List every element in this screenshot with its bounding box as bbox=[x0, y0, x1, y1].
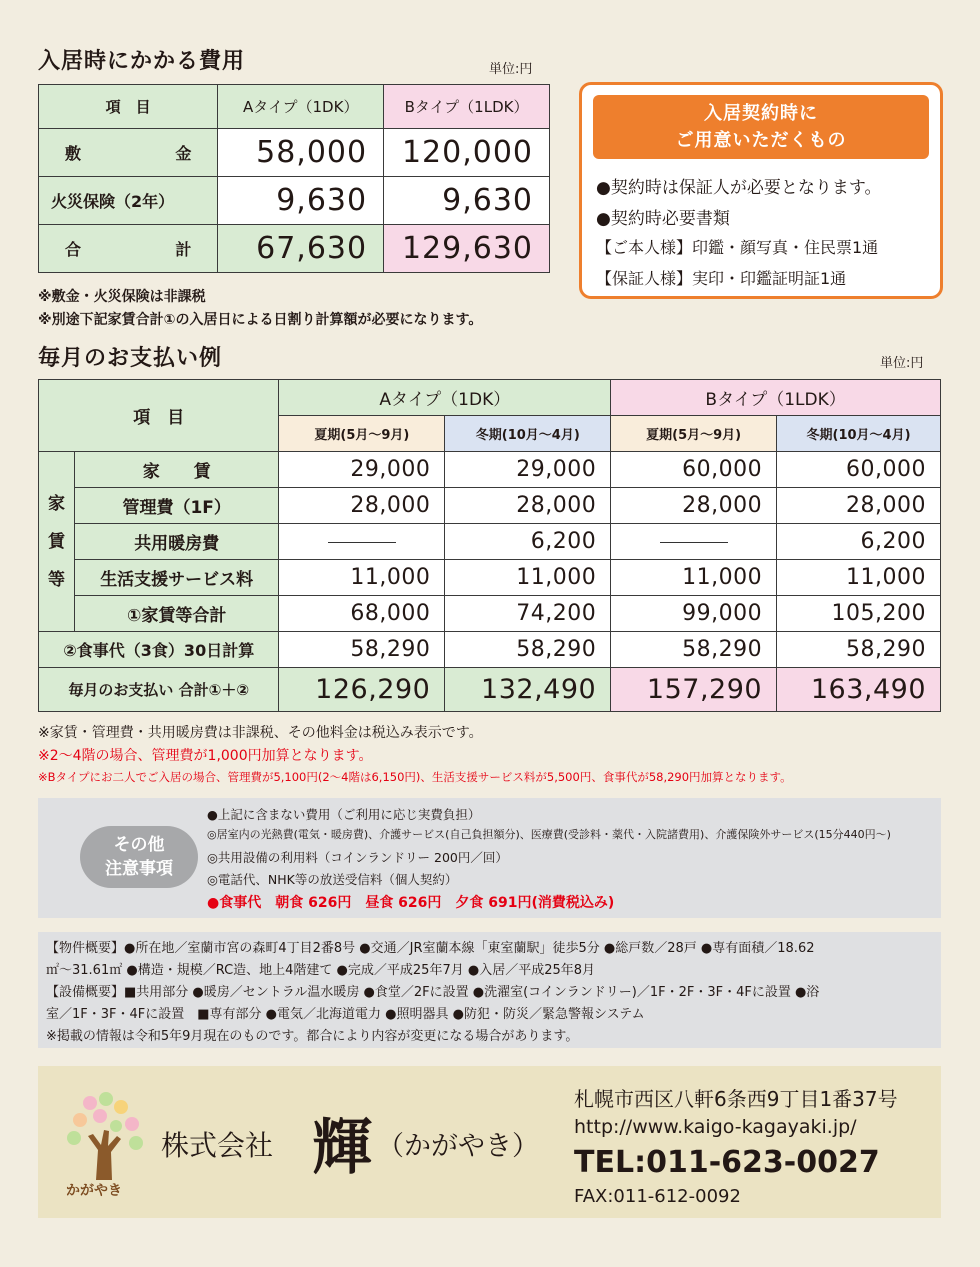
total-value: 163,490 bbox=[777, 668, 941, 712]
contract-line: 【ご本人様】印鑑・顔写真・住民票1通 bbox=[596, 238, 879, 257]
label-part: 合 bbox=[65, 240, 82, 259]
cell-value: 6,200 bbox=[777, 524, 941, 560]
cell-value: 58,290 bbox=[777, 632, 941, 668]
row-label bbox=[39, 225, 218, 273]
total-value: 126,290 bbox=[279, 668, 445, 712]
cell-value: 6,200 bbox=[445, 524, 611, 560]
cell-value: 28,000 bbox=[611, 488, 777, 524]
contract-box-title bbox=[593, 95, 929, 159]
cell-value: 58,290 bbox=[279, 632, 445, 668]
cell-value: 105,200 bbox=[777, 596, 941, 632]
header-type-b: Bタイプ（1LDK） bbox=[611, 380, 941, 416]
company-prefix: 株式会社 bbox=[161, 1129, 274, 1162]
label-part: 敷 bbox=[65, 144, 82, 163]
note: ※別途下記家賃合計①の入居日による日割り計算額が必要になります。 bbox=[38, 312, 483, 328]
company-reading: （かがやき） bbox=[377, 1131, 539, 1162]
other-notes-line: ◎電話代、NHK等の放送受信料（個人契約） bbox=[207, 872, 458, 887]
table-row bbox=[39, 488, 941, 524]
contract-line: ●契約時は保証人が必要となります。 bbox=[596, 178, 882, 198]
other-notes-line: ●上記に含まない費用（ご利用に応じ実費負担） bbox=[207, 807, 481, 822]
value-b: 129,630 bbox=[384, 225, 550, 273]
note-red: ※Bタイプにお二人でご入居の場合、管理費が5,100円(2～4階は6,150円)、生活支援サービス料が5,500円、食事代が58,290円加算となります。 bbox=[38, 770, 792, 784]
dash-line bbox=[660, 542, 728, 543]
other-notes-line: ◎居室内の光熱費(電気・暖房費)、介護サービス(自己負担額分)、医療費(受診料・薬代・入院諸費用)、介護保険外サービス(15分440円～) bbox=[207, 828, 891, 841]
table-row bbox=[39, 177, 550, 225]
logo-text: かがやき bbox=[66, 1183, 122, 1199]
table-row bbox=[39, 380, 941, 416]
table-row bbox=[39, 85, 550, 129]
title-line: ご用意いただくもの bbox=[675, 130, 847, 151]
section1-title: 入居時にかかる費用 bbox=[38, 49, 246, 74]
total-value: 132,490 bbox=[445, 668, 611, 712]
row-label: ①家賃等合計 bbox=[74, 596, 279, 632]
cell-value: 60,000 bbox=[777, 452, 941, 488]
row-label bbox=[39, 129, 218, 177]
company-fax: FAX:011-612-0092 bbox=[574, 1186, 741, 1207]
value-b: 120,000 bbox=[384, 129, 550, 177]
row-label: ②食事代（3食）30日計算 bbox=[39, 632, 279, 668]
row-label: 家 賃 bbox=[74, 452, 279, 488]
contract-box bbox=[579, 82, 943, 299]
cell-value: 11,000 bbox=[611, 560, 777, 596]
label-part: 計 bbox=[175, 240, 192, 259]
section2-title: 毎月のお支払い例 bbox=[38, 346, 223, 371]
cell-value: 11,000 bbox=[445, 560, 611, 596]
row-label: 管理費（1F） bbox=[74, 488, 279, 524]
cell-empty bbox=[611, 524, 777, 560]
table-row bbox=[39, 668, 941, 712]
cell-value: 28,000 bbox=[279, 488, 445, 524]
cell-value: 29,000 bbox=[445, 452, 611, 488]
company-address: 札幌市西区八軒6条西9丁目1番37号 bbox=[574, 1087, 898, 1111]
header-item: 項 目 bbox=[39, 380, 279, 452]
header-type-b: Bタイプ（1LDK） bbox=[384, 85, 550, 129]
row-label: 毎月のお支払い 合計①＋② bbox=[39, 668, 279, 712]
monthly-payment-table bbox=[38, 379, 941, 712]
cell-value: 11,000 bbox=[279, 560, 445, 596]
property-line: ※掲載の情報は令和5年9月現在のものです。都合により内容が変更になる場合があります。 bbox=[46, 1029, 579, 1044]
table-row bbox=[39, 452, 941, 488]
property-line: 【物件概要】●所在地／室蘭市宮の森町4丁目2番8号 ●交通／JR室蘭本線「東室蘭駅」徒歩5分 ●総戸数／28戸 ●専有面積／18.62 bbox=[46, 941, 815, 956]
header-summer-a: 夏期(5月～9月) bbox=[279, 416, 445, 452]
value-a: 67,630 bbox=[218, 225, 384, 273]
row-label: 火災保険（2年） bbox=[39, 177, 218, 225]
property-line: 【設備概要】■共用部分 ●暖房／セントラル温水暖房 ●食堂／2Fに設置 ●洗濯室(コインランドリー)／1F・2F・3F・4Fに設置 ●浴 bbox=[46, 985, 820, 1000]
header-winter-a: 冬期(10月～4月) bbox=[445, 416, 611, 452]
total-value: 157,290 bbox=[611, 668, 777, 712]
meal-price-line: ●食事代 朝食 626円 昼食 626円 夕食 691円(消費税込み) bbox=[207, 895, 615, 911]
table-row bbox=[39, 560, 941, 596]
contract-line: ●契約時必要書類 bbox=[596, 209, 730, 229]
group-label-char: 等 bbox=[47, 569, 65, 590]
cell-value: 11,000 bbox=[777, 560, 941, 596]
table-row bbox=[39, 129, 550, 177]
cell-value: 28,000 bbox=[777, 488, 941, 524]
header-type-a: Aタイプ（1DK） bbox=[218, 85, 384, 129]
cell-value: 68,000 bbox=[279, 596, 445, 632]
header-item: 項 目 bbox=[39, 85, 218, 129]
cell-value: 58,290 bbox=[611, 632, 777, 668]
property-line: 室／1F・3F・4Fに設置 ■専有部分 ●電気／北海道電力 ●照明器具 ●防犯・防災／緊急警報システム bbox=[46, 1007, 645, 1022]
value-b: 9,630 bbox=[384, 177, 550, 225]
table-row bbox=[39, 596, 941, 632]
badge-line: その他 bbox=[113, 835, 165, 855]
initial-cost-table bbox=[38, 84, 550, 273]
row-label: 生活支援サービス料 bbox=[74, 560, 279, 596]
group-label-char: 賃 bbox=[47, 531, 65, 552]
value-a: 58,000 bbox=[218, 129, 384, 177]
dash-line bbox=[328, 542, 396, 543]
table-row bbox=[39, 632, 941, 668]
cell-value: 99,000 bbox=[611, 596, 777, 632]
table-row bbox=[39, 524, 941, 560]
header-summer-b: 夏期(5月～9月) bbox=[611, 416, 777, 452]
cell-value: 58,290 bbox=[445, 632, 611, 668]
other-notes-badge bbox=[80, 826, 198, 888]
group-label bbox=[39, 452, 75, 632]
group-label-char: 家 bbox=[47, 493, 65, 514]
cell-value: 29,000 bbox=[279, 452, 445, 488]
cell-value: 60,000 bbox=[611, 452, 777, 488]
company-url[interactable]: http://www.kaigo-kagayaki.jp/ bbox=[574, 1116, 857, 1138]
property-line: ㎡～31.61㎡ ●構造・規模／RC造、地上4階建て ●完成／平成25年7月 ●入居／平成25年8月 bbox=[46, 963, 596, 978]
note-red: ※2～4階の場合、管理費が1,000円加算となります。 bbox=[38, 748, 373, 764]
header-winter-b: 冬期(10月～4月) bbox=[777, 416, 941, 452]
company-tel: TEL:011-623-0027 bbox=[574, 1145, 880, 1180]
cell-value: 28,000 bbox=[445, 488, 611, 524]
label-part: 金 bbox=[175, 144, 192, 163]
cell-empty bbox=[279, 524, 445, 560]
section1-unit: 単位:円 bbox=[489, 62, 533, 77]
note: ※家賃・管理費・共用暖房費は非課税、その他料金は税込み表示です。 bbox=[38, 725, 483, 741]
badge-line: 注意事項 bbox=[105, 859, 173, 879]
company-name: 輝 bbox=[312, 1113, 372, 1183]
value-a: 9,630 bbox=[218, 177, 384, 225]
title-line: 入居契約時に bbox=[704, 103, 818, 124]
cell-value: 74,200 bbox=[445, 596, 611, 632]
other-notes-line: ◎共用設備の利用料（コインランドリー 200円／回） bbox=[207, 850, 508, 865]
table-row bbox=[39, 225, 550, 273]
note: ※敷金・火災保険は非課税 bbox=[38, 289, 206, 305]
section2-unit: 単位:円 bbox=[880, 356, 924, 371]
contract-line: 【保証人様】実印・印鑑証明証1通 bbox=[596, 269, 847, 288]
header-type-a: Aタイプ（1DK） bbox=[279, 380, 611, 416]
row-label: 共用暖房費 bbox=[74, 524, 279, 560]
